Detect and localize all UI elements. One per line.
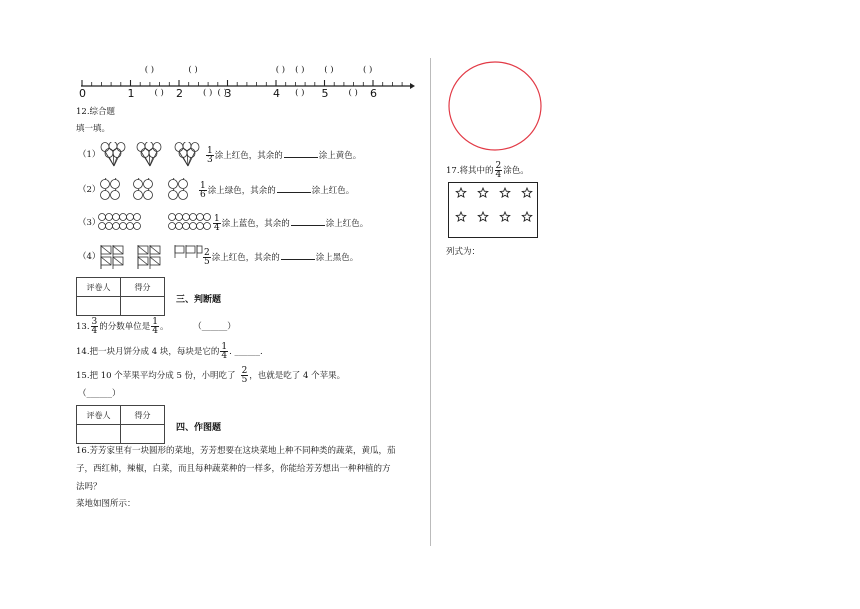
star-icon[interactable] [456,212,466,221]
star-box [448,182,538,238]
q12-item2-index: （2） [78,185,101,195]
star-icon[interactable] [522,212,532,221]
number-line-answer-blank[interactable]: ( ) [295,65,305,75]
number-line-label: 2 [176,87,183,100]
score-box [76,405,165,444]
q14-answer[interactable]: . ______. [229,347,263,357]
q12-item3-index: （3） [78,218,101,228]
answer-blank[interactable] [281,251,315,260]
q15: 15.把 10 个苹果平均分成 5 份，小明吃了 $\frac{2}{5}$ ，也就是吃了 4 个苹果。 [76,366,346,385]
fraction: $\frac{3}{4}$ [91,317,98,336]
fraction: $\frac{2}{4}$ [495,161,502,180]
score-cell [121,425,165,444]
star-icon[interactable] [478,212,488,221]
number-line-answer-blank[interactable]: ( ) [202,88,213,98]
q12-item1-text: $\frac{1}{3}$ 涂上红色，其余的 涂上黄色。 [207,146,362,165]
q12-item3-text: $\frac{1}{4}$ 涂上蓝色，其余的 涂上红色。 [214,214,369,233]
section-3-title: 三、判断题 [176,295,222,305]
number-line-answer-blank[interactable]: ( ) [348,88,358,98]
q16-line2: 子，西红柿，辣椒，白菜，而且每种蔬菜种的一样多，你能给芳芳想出一种种植的方 [76,464,391,474]
fraction: $\frac{2}{5}$ [204,248,210,267]
q12-item4-index: （4） [78,252,101,262]
number-line-answer-blank[interactable]: ( ) [295,88,305,98]
circle-row-icon [98,212,218,236]
number-line-label: 0 [79,87,86,100]
number-line-label: 6 [370,87,377,100]
flag-icon [100,244,205,274]
grader-cell [77,425,121,444]
answer-blank[interactable] [291,217,325,226]
score-cell [121,297,165,316]
number-line-answer-blank[interactable]: ( ) [217,88,227,98]
stars-grid [449,183,537,237]
answer-blank[interactable] [277,184,311,193]
q16-line3: 法吗？ [76,482,102,492]
fraction: $\frac{1}{4}$ [221,342,228,361]
number-line-label: 4 [273,87,280,100]
fraction: $\frac{2}{5}$ [241,366,248,385]
q16-line1: 16.芳芳家里有一块圆形的菜地，芳芳想要在这块菜地上种不同种类的蔬菜，黄瓜，茄 [76,446,396,456]
star-icon[interactable] [522,188,532,197]
fraction: $\frac{1}{4}$ [214,214,220,233]
q17-formula-label: 列式为： [446,247,481,257]
number-line-label: 1 [127,87,135,100]
grader-label: 评卷人 [77,278,121,297]
q16-line4: 菜地如图所示： [76,499,136,509]
q12-instruction: 填一填。 [76,124,111,134]
score-label: 得分 [121,406,165,425]
balloon-bunch-icon [100,142,208,172]
answer-blank[interactable] [284,149,318,158]
star-icon[interactable] [456,188,466,197]
fraction: $\frac{1}{3}$ [207,146,213,165]
q15-answer-paren[interactable]: （______） [78,389,121,399]
q17: 17.将其中的 $\frac{2}{4}$ 涂色。 [446,161,529,180]
number-line-answer-blank[interactable]: ( ) [275,65,286,75]
number-line-label: 5 [321,87,329,100]
star-icon[interactable] [478,188,488,197]
number-line-answer-blank[interactable]: ( ) [144,65,155,75]
vegetable-field-circle [446,60,544,152]
fraction: $\frac{1}{6}$ [200,181,206,200]
section-4-title: 四、作图题 [176,423,222,433]
q12-item2-text: $\frac{1}{6}$ 涂上绿色，其余的 涂上红色。 [200,181,355,200]
number-line-answer-blank[interactable]: ( ) [324,65,334,75]
number-line-labels [76,60,416,100]
star-icon[interactable] [500,212,510,221]
q12-item4-text: $\frac{2}{5}$ 涂上红色，其余的 涂上黑色。 [204,248,359,267]
number-line-answer-blank[interactable]: ( ) [154,88,164,98]
grader-label: 评卷人 [77,406,121,425]
q12-title: 12.综合题 [76,107,116,117]
q13-answer-paren[interactable]: （______） [193,322,236,332]
apple-icon [100,178,200,206]
column-divider [430,58,431,546]
fraction: $\frac{1}{4}$ [152,317,159,336]
score-box [76,277,165,316]
q12-item1-index: （1） [78,150,101,160]
number-line-answer-blank[interactable]: ( ) [363,65,373,75]
number-line-label: 3 [224,87,232,100]
grader-cell [77,297,121,316]
q13: 13. $\frac{3}{4}$ 的分数单位是 $\frac{1}{4}$ 。 （______） [76,317,236,336]
q14: 14.把一块月饼分成 4 块，每块是它的 $\frac{1}{4}$ . ______. [76,342,263,361]
number-line-answer-blank[interactable]: ( ) [188,65,198,75]
score-label: 得分 [121,278,165,297]
star-icon[interactable] [500,188,510,197]
